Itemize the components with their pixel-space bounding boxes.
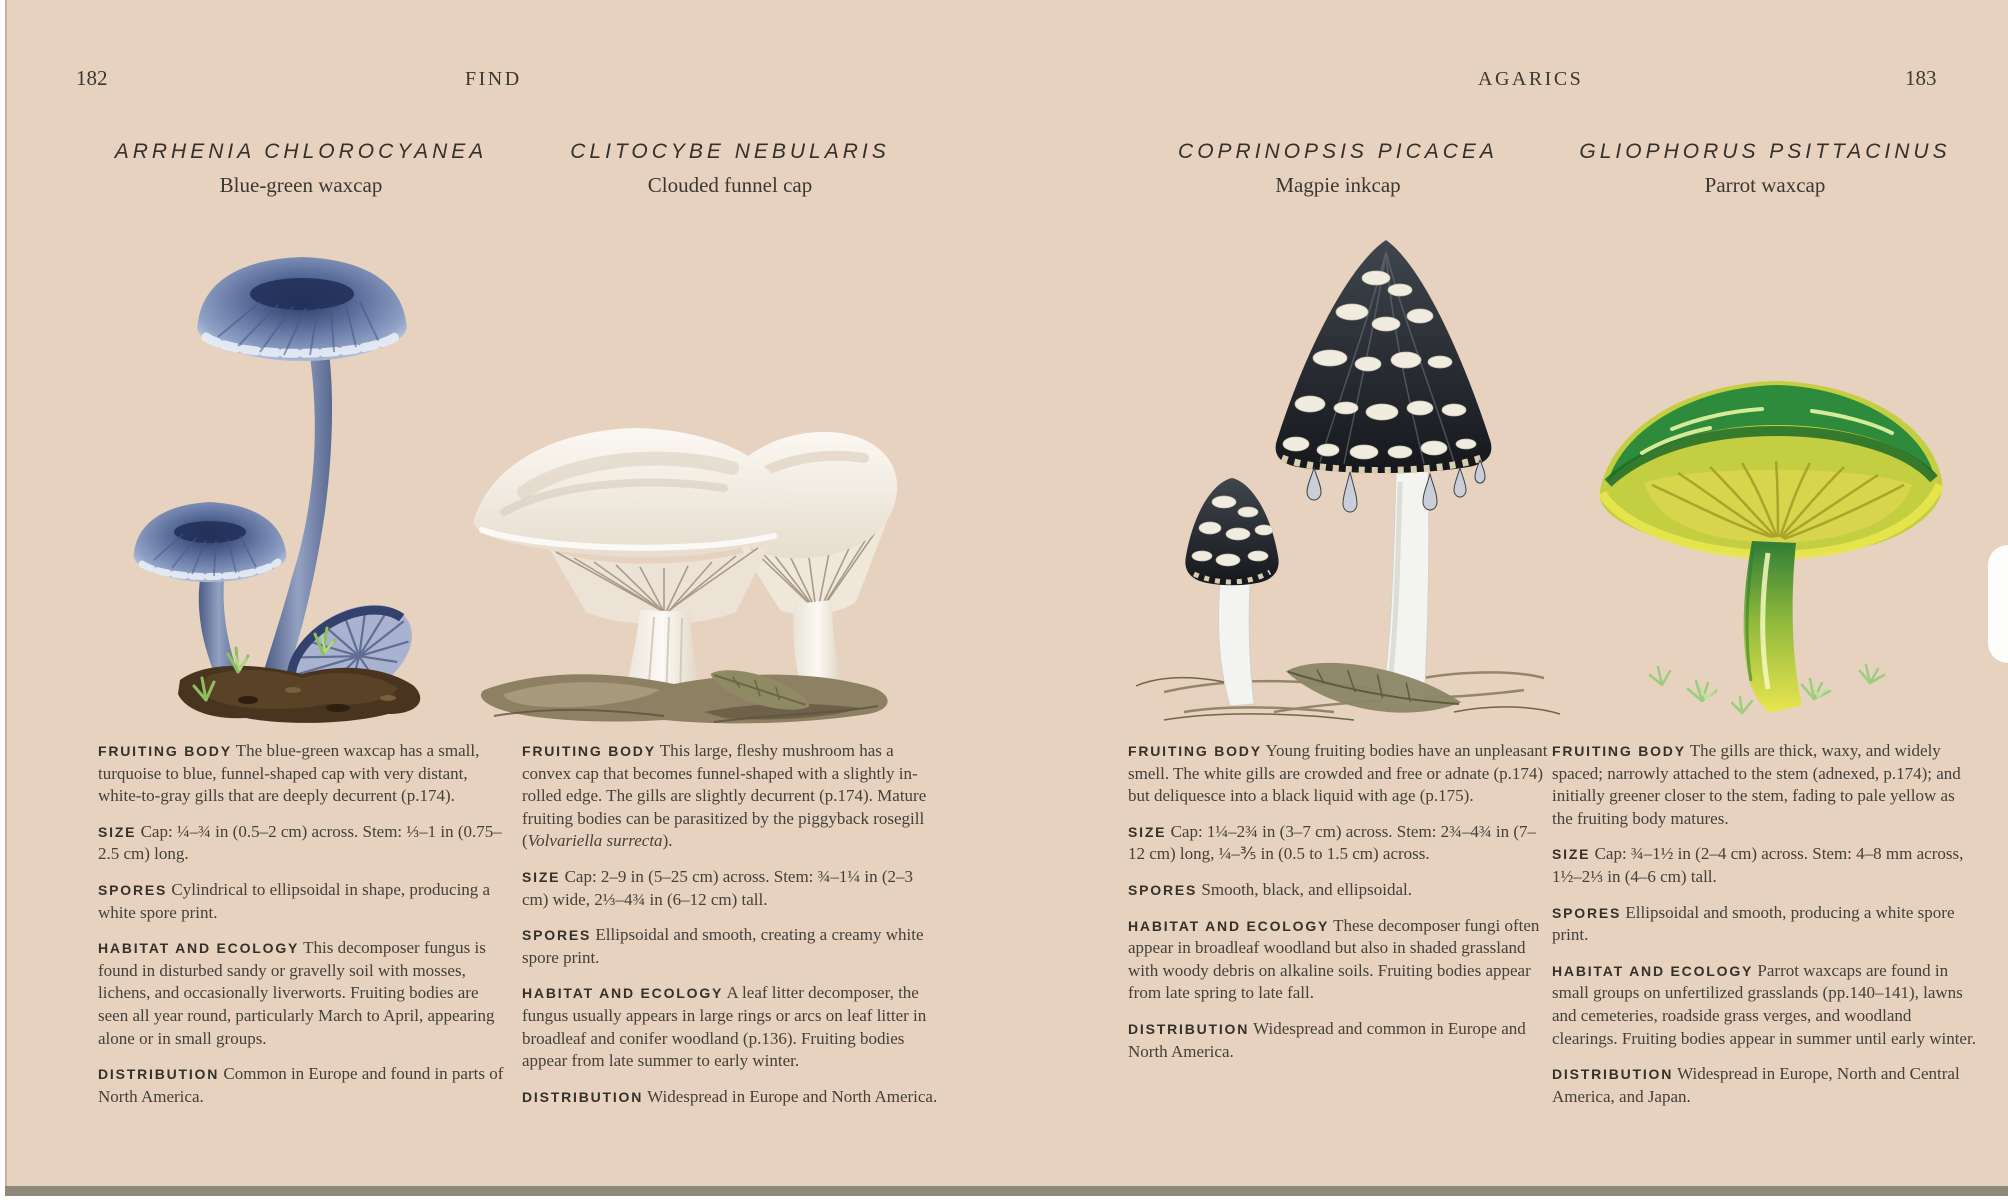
- section-text: Widespread in Europe and North America.: [647, 1086, 938, 1106]
- species-scientific-name: CLITOCYBE NEBULARIS: [570, 140, 890, 163]
- section-label: FRUITING BODY: [98, 743, 232, 759]
- section-label: SPORES: [98, 882, 168, 899]
- section-text: Widespread in Europe, North and Central America, and Japan.: [1552, 1064, 1960, 1106]
- section-text: This decomposer fungus is found in disturbed sandy or gravelly soil with mosses, lichens, and occasionally liverworts. Fruiting bodies are seen all year round, particularly March to April, appearing alone or in small groups.: [98, 938, 495, 1048]
- right-page-number: 183: [1905, 66, 1937, 90]
- section-text: Common in Europe and found in parts of North America.: [98, 1064, 504, 1106]
- species-common-name: Parrot waxcap: [1704, 173, 1826, 197]
- section-text: Cylindrical to ellipsoidal in shape, producing a white spore print.: [98, 880, 491, 922]
- parrot-waxcap-illustration: [1582, 333, 1968, 728]
- distribution-section: [1128, 1018, 1548, 1063]
- section-label: DISTRIBUTION: [522, 1088, 644, 1105]
- section-text-tail: ).: [662, 831, 673, 851]
- section-label: SIZE: [1128, 823, 1167, 840]
- page-left-edge: [5, 0, 7, 1186]
- species-entry-clitocybe: [522, 140, 938, 1150]
- section-label: DISTRIBUTION: [98, 1066, 220, 1083]
- distribution-section: [98, 1063, 504, 1108]
- size-section: [98, 821, 504, 866]
- section-text: A leaf litter decomposer, the fungus usually appears in large rings or arcs on leaf litter in broadleaf and conifer woodland (p.136). Fruiting bodies appear from late summer to early winter.: [522, 983, 927, 1071]
- section-label: FRUITING BODY: [1128, 743, 1262, 759]
- spores-section: [1128, 879, 1548, 902]
- section-label: SPORES: [1128, 882, 1198, 899]
- species-common-name: Magpie inkcap: [1275, 173, 1401, 197]
- size-section: [1128, 821, 1548, 866]
- section-label: SIZE: [98, 823, 137, 840]
- species-entry-gliophorus: [1552, 140, 1978, 1150]
- section-label: FRUITING BODY: [522, 743, 656, 759]
- species-entry-coprinopsis: [1128, 140, 1548, 1150]
- habitat-section: [98, 937, 504, 1050]
- section-text: Parrot waxcaps are found in small groups on unfertilized grasslands (pp.140–141), lawns and cemeteries, roadside grass verges, and woodland clearings. Fruiting bodies appear in summer until early winter.: [1552, 960, 1976, 1048]
- section-label: SIZE: [522, 869, 561, 886]
- habitat-section: [522, 982, 938, 1072]
- fruiting-body-section: [98, 740, 504, 808]
- section-label: FRUITING BODY: [1552, 743, 1686, 759]
- section-text: These decomposer fungi often appear in broadleaf woodland but also in shaded grassland with woody debris on alkaline soils. Fruiting bodies appear from late spring to late fall.: [1128, 915, 1540, 1003]
- left-running-head: FIND: [465, 68, 522, 90]
- section-label: SPORES: [522, 927, 592, 944]
- section-label: SIZE: [1552, 846, 1591, 863]
- species-scientific-name: COPRINOPSIS PICACEA: [1178, 140, 1498, 163]
- habitat-section: [1128, 915, 1548, 1005]
- fruiting-body-section: [1128, 740, 1548, 808]
- section-text: The blue-green waxcap has a small, turquoise to blue, funnel-shaped cap with very distant, white-to-gray gills that are deeply decurrent (p.174).: [98, 741, 480, 806]
- spores-section: [1552, 902, 1978, 947]
- section-text: Cap: 2–9 in (5–25 cm) across. Stem: ¾–1¼ in (2–3 cm) wide, 2⅓–4¾ in (6–12 cm) tall.: [522, 867, 914, 909]
- distribution-section: [1552, 1063, 1978, 1108]
- fruiting-body-section: [522, 740, 938, 853]
- species-entry-arrhenia: [98, 140, 504, 1150]
- section-text: Ellipsoidal and smooth, producing a white spore print.: [1552, 902, 1955, 945]
- section-text: The gills are thick, waxy, and widely spaced; narrowly attached to the stem (adnexed, p.174); and initially greener closer to the stem, fading to pale yellow as the fruiting body matures.: [1552, 741, 1961, 828]
- section-text: Widespread and common in Europe and North America.: [1128, 1019, 1526, 1061]
- section-label: HABITAT AND ECOLOGY: [522, 985, 724, 1002]
- section-text: This large, fleshy mushroom has a convex cap that becomes funnel-shaped with a slightly in-rolled edge. The gills are slightly decurrent (p.174). Mature fruiting bodies can be parasitized by the piggyback rosegill (: [522, 741, 927, 851]
- section-text-italic: Volvariella surrecta: [527, 831, 663, 851]
- clouded-funnel-illustration: [464, 372, 904, 727]
- section-label: HABITAT AND ECOLOGY: [98, 940, 300, 957]
- species-scientific-name: GLIOPHORUS PSITTACINUS: [1579, 140, 1951, 163]
- section-label: DISTRIBUTION: [1128, 1021, 1250, 1038]
- section-text: Young fruiting bodies have an unpleasant smell. The white gills are crowded and free or adnate (p.174) but deliquesce into a black liquid with age (p.175).: [1128, 741, 1548, 806]
- section-text: Cap: ¾–1½ in (2–4 cm) across. Stem: 4–8 mm across, 1½–2⅓ in (4–6 cm) tall.: [1552, 844, 1964, 887]
- section-label: SPORES: [1552, 904, 1622, 921]
- distribution-section: [522, 1086, 938, 1109]
- size-section: [1552, 843, 1978, 888]
- section-label: HABITAT AND ECOLOGY: [1552, 962, 1754, 979]
- size-section: [522, 866, 938, 911]
- page-curl: [1988, 545, 2008, 663]
- left-page-number: 182: [76, 66, 108, 90]
- section-text: Cap: ¼–¾ in (0.5–2 cm) across. Stem: ⅓–1 in (0.75–2.5 cm) long.: [98, 821, 502, 864]
- fruiting-body-section: [1552, 740, 1978, 830]
- magpie-inkcap-illustration: [1124, 212, 1574, 732]
- blue-green-waxcap-illustration: [88, 202, 478, 727]
- spores-section: [98, 879, 504, 924]
- species-common-name: Blue-green waxcap: [219, 173, 383, 197]
- habitat-section: [1552, 960, 1978, 1050]
- section-text: Ellipsoidal and smooth, creating a creamy white spore print.: [522, 925, 924, 967]
- section-label: HABITAT AND ECOLOGY: [1128, 917, 1330, 934]
- page-bottom-edge: [5, 1186, 2008, 1196]
- section-text: Cap: 1¼–2¾ in (3–7 cm) across. Stem: 2¾–4¾ in (7–12 cm) long, ¼–⅗ in (0.5 to 1.5 cm) across.: [1128, 821, 1537, 864]
- section-label: DISTRIBUTION: [1552, 1066, 1674, 1083]
- species-scientific-name: ARRHENIA CHLOROCYANEA: [114, 140, 488, 163]
- species-common-name: Clouded funnel cap: [647, 173, 813, 197]
- right-running-head: AGARICS: [1478, 68, 1584, 90]
- spores-section: [522, 924, 938, 969]
- section-text: Smooth, black, and ellipsoidal.: [1201, 880, 1412, 900]
